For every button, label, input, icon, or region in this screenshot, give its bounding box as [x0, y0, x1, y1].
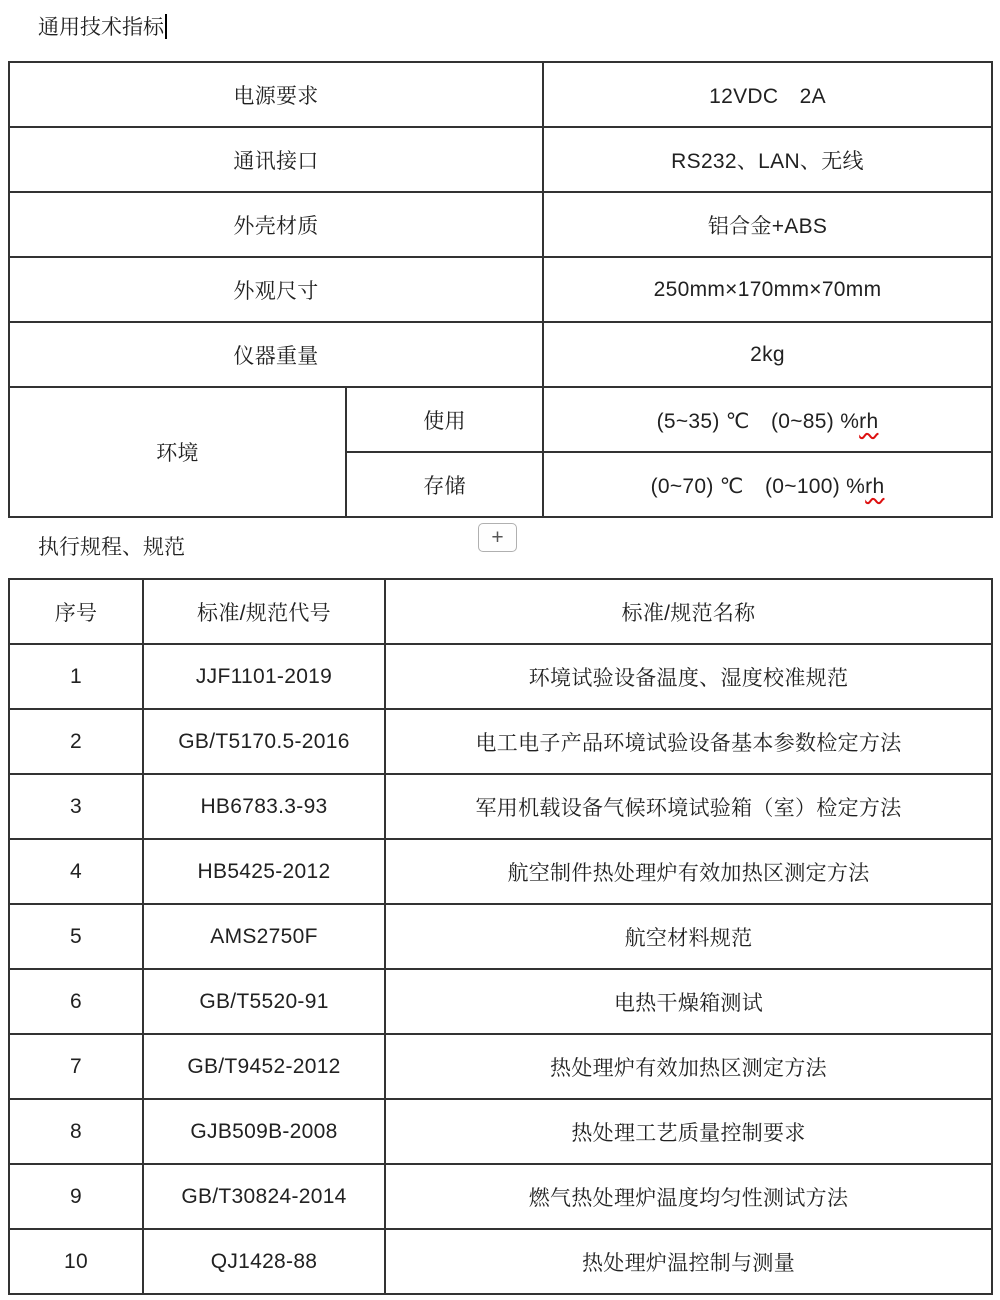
table-row — [9, 969, 992, 1034]
spec-label-cell[interactable]: 外壳材质 — [9, 192, 543, 257]
text-cursor-caret — [165, 14, 167, 39]
standard-code-cell[interactable]: GB/T9452-2012 — [143, 1034, 385, 1099]
standard-code-cell[interactable]: AMS2750F — [143, 904, 385, 969]
spec-environment-label-cell[interactable]: 环境 — [9, 387, 346, 517]
table-row — [9, 839, 992, 904]
standard-code-cell[interactable]: HB5425-2012 — [143, 839, 385, 904]
spec-value-cell[interactable]: 铝合金+ABS — [543, 192, 992, 257]
standard-index-cell[interactable]: 8 — [9, 1099, 143, 1164]
spec-env-value-cell[interactable] — [543, 387, 992, 452]
standard-name-cell[interactable]: 航空材料规范 — [385, 904, 992, 969]
table-header-row — [9, 579, 992, 644]
spec-label-cell[interactable]: 外观尺寸 — [9, 257, 543, 322]
spec-value-cell[interactable]: 250mm×170mm×70mm — [543, 257, 992, 322]
header-index-cell[interactable]: 序号 — [9, 579, 143, 644]
standard-index-cell[interactable]: 3 — [9, 774, 143, 839]
standard-code-cell[interactable]: QJ1428-88 — [143, 1229, 385, 1294]
env-value-text: (5~35) ℃ (0~85) % — [656, 409, 860, 433]
table-row — [9, 1099, 992, 1164]
table-row — [9, 1229, 992, 1294]
standard-code-cell[interactable]: GB/T5170.5-2016 — [143, 709, 385, 774]
header-code-cell[interactable]: 标准/规范代号 — [143, 579, 385, 644]
standard-code-cell[interactable]: GB/T30824-2014 — [143, 1164, 385, 1229]
table-row — [9, 904, 992, 969]
table-row — [9, 257, 992, 322]
table-row — [9, 322, 992, 387]
table-row — [9, 1034, 992, 1099]
standards-table — [8, 578, 993, 1295]
table-row — [9, 387, 992, 452]
standard-index-cell[interactable]: 2 — [9, 709, 143, 774]
spellcheck-flagged-text: rh — [865, 474, 885, 498]
standard-index-cell[interactable]: 10 — [9, 1229, 143, 1294]
spec-label-cell[interactable]: 仪器重量 — [9, 322, 543, 387]
standard-code-cell[interactable]: GB/T5520-91 — [143, 969, 385, 1034]
spellcheck-flagged-text: rh — [859, 409, 879, 433]
table-row — [9, 709, 992, 774]
standard-name-cell[interactable]: 环境试验设备温度、湿度校准规范 — [385, 644, 992, 709]
standard-name-cell[interactable]: 热处理炉有效加热区测定方法 — [385, 1034, 992, 1099]
table-row — [9, 774, 992, 839]
standard-code-cell[interactable]: HB6783.3-93 — [143, 774, 385, 839]
standard-index-cell[interactable]: 1 — [9, 644, 143, 709]
spec-label-cell[interactable]: 电源要求 — [9, 62, 543, 127]
table-row — [9, 62, 992, 127]
insert-table-row-button[interactable]: + — [478, 523, 517, 552]
spec-value-cell[interactable]: 2kg — [543, 322, 992, 387]
general-specs-table — [8, 61, 993, 518]
standard-index-cell[interactable]: 9 — [9, 1164, 143, 1229]
section-title-text: 通用技术指标 — [38, 16, 164, 39]
table-row — [9, 644, 992, 709]
spec-label-cell[interactable]: 通讯接口 — [9, 127, 543, 192]
table-row — [9, 192, 992, 257]
standard-name-cell[interactable]: 航空制件热处理炉有效加热区测定方法 — [385, 839, 992, 904]
standard-index-cell[interactable]: 4 — [9, 839, 143, 904]
standard-code-cell[interactable]: GJB509B-2008 — [143, 1099, 385, 1164]
section-title-general-specs[interactable] — [38, 14, 167, 42]
section-title-text: 执行规程、规范 — [38, 536, 185, 559]
standard-index-cell[interactable]: 5 — [9, 904, 143, 969]
standard-code-cell[interactable]: JJF1101-2019 — [143, 644, 385, 709]
env-value-text: (0~70) ℃ (0~100) % — [650, 474, 866, 498]
standard-name-cell[interactable]: 热处理炉温控制与测量 — [385, 1229, 992, 1294]
spec-env-condition-cell[interactable]: 使用 — [346, 387, 543, 452]
standard-name-cell[interactable]: 燃气热处理炉温度均匀性测试方法 — [385, 1164, 992, 1229]
standard-name-cell[interactable]: 电热干燥箱测试 — [385, 969, 992, 1034]
standard-index-cell[interactable]: 6 — [9, 969, 143, 1034]
section-title-standards[interactable] — [38, 534, 185, 562]
standard-name-cell[interactable]: 热处理工艺质量控制要求 — [385, 1099, 992, 1164]
table-row — [9, 127, 992, 192]
spec-value-cell[interactable]: 12VDC 2A — [543, 62, 992, 127]
spec-env-value-cell[interactable] — [543, 452, 992, 517]
standard-index-cell[interactable]: 7 — [9, 1034, 143, 1099]
header-name-cell[interactable]: 标准/规范名称 — [385, 579, 992, 644]
spec-value-cell[interactable]: RS232、LAN、无线 — [543, 127, 992, 192]
standard-name-cell[interactable]: 军用机载设备气候环境试验箱（室）检定方法 — [385, 774, 992, 839]
standard-name-cell[interactable]: 电工电子产品环境试验设备基本参数检定方法 — [385, 709, 992, 774]
table-row — [9, 1164, 992, 1229]
spec-env-condition-cell[interactable]: 存储 — [346, 452, 543, 517]
